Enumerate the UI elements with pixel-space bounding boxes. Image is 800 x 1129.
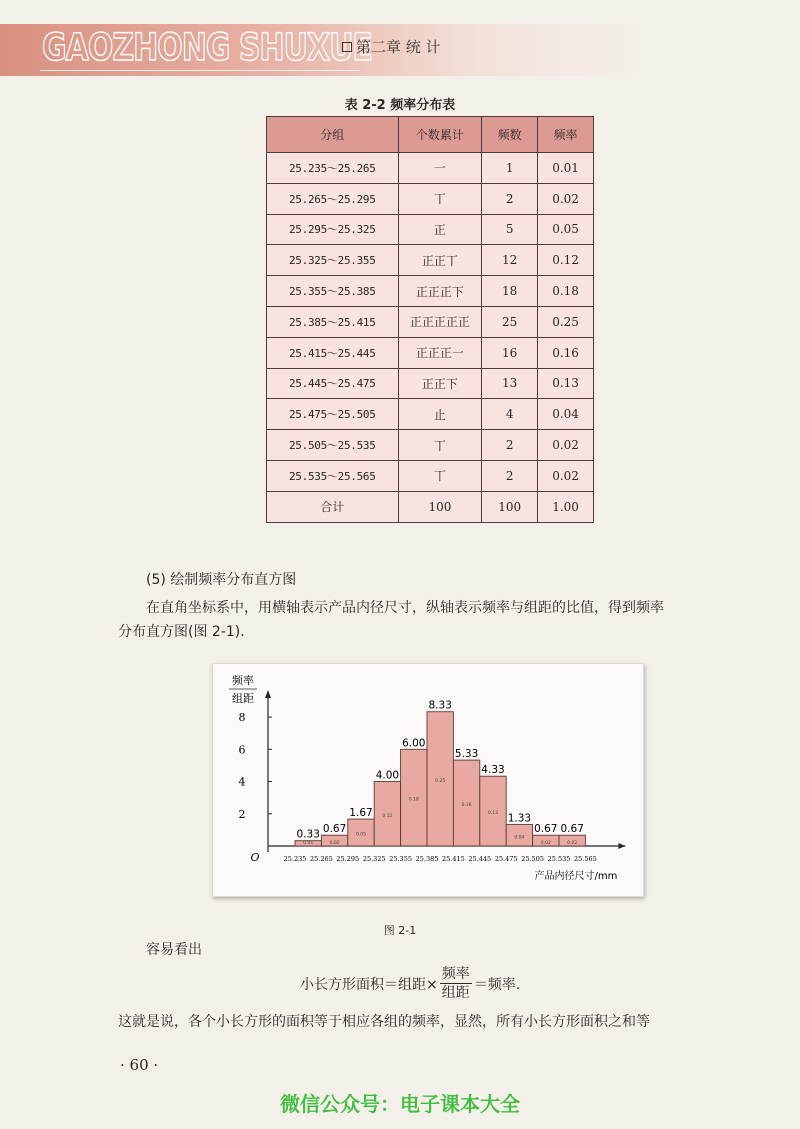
x-axis-label: 产品内径尺寸/mm xyxy=(534,871,618,882)
bar-value-label: 0.67 xyxy=(560,823,584,836)
bar-frequency-label: 0.04 xyxy=(514,835,525,841)
histogram-figure xyxy=(212,663,644,897)
cell-count: 13 xyxy=(482,368,538,399)
cell-count: 5 xyxy=(482,214,538,245)
cell-range: 25.445～25.475 xyxy=(267,368,399,399)
x-tick-label: 25.445 xyxy=(468,855,492,863)
formula-denominator: 组距 xyxy=(441,985,470,1001)
bar-value-label: 8.33 xyxy=(428,699,452,712)
header-frequency: 频率 xyxy=(538,117,594,153)
page-number: · 60 · xyxy=(120,1056,159,1074)
table-row xyxy=(267,214,594,245)
table-row xyxy=(267,368,594,399)
figure-caption: 图 2-1 xyxy=(383,924,417,937)
bar-frequency-label: 0.16 xyxy=(461,803,472,809)
cell-count: 4 xyxy=(482,399,538,430)
y-tick-label: 8 xyxy=(238,711,246,725)
step-heading: (5) 绘制频率分布直方图 xyxy=(146,572,297,588)
table-header-row xyxy=(267,117,594,153)
bar-value-label: 4.00 xyxy=(375,769,400,782)
series-logo: GAOZHONG SHUXUE xyxy=(42,26,372,70)
cell-frequency: 0.13 xyxy=(538,368,594,399)
frequency-table xyxy=(266,116,594,523)
chapter-title-text: 第二章 统 计 xyxy=(356,38,441,56)
total-freq: 1.00 xyxy=(538,491,594,522)
table-row xyxy=(267,337,594,368)
header-tally: 个数累计 xyxy=(398,117,482,153)
cell-count: 16 xyxy=(482,337,538,368)
y-tick-label: 2 xyxy=(238,807,246,821)
x-tick-label: 25.415 xyxy=(442,855,465,863)
origin-label: O xyxy=(250,851,260,864)
cell-frequency: 0.12 xyxy=(538,245,594,276)
cell-range: 25.295～25.325 xyxy=(267,214,399,245)
cell-tally: 正正正一 xyxy=(398,337,482,368)
cell-frequency: 0.18 xyxy=(538,276,594,307)
cell-range: 25.235～25.265 xyxy=(267,153,399,184)
cell-tally: 丅 xyxy=(398,183,482,214)
x-axis-arrow-icon xyxy=(618,843,625,849)
paragraph-2: 这就是说，各个小长方形的面积等于相应各组的频率，显然，所有小长方形面积之和等 xyxy=(118,1014,650,1030)
x-tick-label: 25.355 xyxy=(389,855,412,863)
total-label: 合计 xyxy=(267,491,399,522)
cell-count: 1 xyxy=(482,153,538,184)
cell-range: 25.265～25.295 xyxy=(267,183,399,214)
y-tick-label: 6 xyxy=(238,743,246,757)
cell-range: 25.355～25.385 xyxy=(267,276,399,307)
table-row xyxy=(267,183,594,214)
cell-tally: 正正丅 xyxy=(398,245,482,276)
table-row xyxy=(267,306,594,337)
easy-to-see: 容易看出 xyxy=(146,942,202,958)
bar-frequency-label: 0.12 xyxy=(382,813,393,819)
table-row xyxy=(267,245,594,276)
area-formula xyxy=(300,965,520,1002)
footer-watermark: 微信公众号：电子课本大全 xyxy=(280,1092,520,1116)
bar-frequency-label: 0.02 xyxy=(540,841,551,846)
cell-range: 25.325～25.355 xyxy=(267,245,399,276)
bar-frequency-label: 0.02 xyxy=(329,841,340,846)
bar-value-label: 0.33 xyxy=(296,828,320,841)
bar-frequency-label: 0.05 xyxy=(355,832,367,838)
table-row xyxy=(267,153,594,184)
header-rule xyxy=(40,70,360,71)
x-tick-label: 25.265 xyxy=(310,855,333,863)
cell-range: 25.475～25.505 xyxy=(267,399,399,430)
chapter-title xyxy=(342,36,441,57)
y-axis-label-numerator: 频率 xyxy=(232,674,254,687)
y-tick-label: 4 xyxy=(238,775,246,789)
histogram-chart xyxy=(213,664,643,896)
bar-value-label: 1.67 xyxy=(349,807,373,820)
table-title: 表 2-2 频率分布表 xyxy=(344,98,456,113)
cell-tally: 丅 xyxy=(398,460,482,491)
header-group: 分组 xyxy=(267,117,399,153)
header-count: 频数 xyxy=(482,117,538,153)
cell-frequency: 0.04 xyxy=(538,399,594,430)
bar-value-label: 5.33 xyxy=(454,748,479,761)
total-count: 100 xyxy=(482,491,538,522)
cell-range: 25.385～25.415 xyxy=(267,306,399,337)
table-row xyxy=(267,460,594,491)
formula-left: 小长方形面积＝组距× xyxy=(300,976,438,993)
bar-value-label: 0.67 xyxy=(322,823,347,836)
x-tick-label: 25.535 xyxy=(547,855,571,863)
formula-right: ＝频率. xyxy=(473,976,521,993)
table-row xyxy=(267,430,594,461)
y-axis-arrow-icon xyxy=(265,690,271,698)
cell-tally: 正 xyxy=(398,214,482,245)
bar-frequency-label: 0.18 xyxy=(408,797,419,803)
x-tick-label: 25.505 xyxy=(521,855,544,863)
cell-tally: 一 xyxy=(398,153,482,184)
cell-tally: 丅 xyxy=(398,430,482,461)
cell-frequency: 0.25 xyxy=(538,306,594,337)
cell-range: 25.415～25.445 xyxy=(267,337,399,368)
cell-count: 2 xyxy=(482,183,538,214)
bar-frequency-label: 0.25 xyxy=(435,778,446,784)
formula-numerator: 频率 xyxy=(441,966,470,982)
table-row xyxy=(267,399,594,430)
cell-range: 25.505～25.535 xyxy=(267,430,399,461)
cell-frequency: 0.02 xyxy=(538,183,594,214)
cell-count: 18 xyxy=(482,276,538,307)
formula-fraction xyxy=(440,965,472,1002)
table-row xyxy=(267,276,594,307)
x-tick-label: 25.235 xyxy=(283,855,307,863)
x-tick-label: 25.385 xyxy=(415,855,439,863)
bar-frequency-label: 0.13 xyxy=(487,811,499,817)
bar-value-label: 6.00 xyxy=(402,737,426,750)
cell-count: 2 xyxy=(482,430,538,461)
table-total-row xyxy=(267,491,594,522)
cell-frequency: 0.01 xyxy=(538,153,594,184)
cell-frequency: 0.05 xyxy=(538,214,594,245)
bar-frequency-label: 0.01 xyxy=(303,841,314,846)
bar-frequency-label: 0.02 xyxy=(567,841,578,846)
bar-value-label: 0.67 xyxy=(534,823,558,836)
bar-value-label: 4.33 xyxy=(481,764,505,777)
x-tick-label: 25.565 xyxy=(574,855,597,863)
bar-value-label: 1.33 xyxy=(507,812,532,825)
x-tick-label: 25.325 xyxy=(362,855,386,863)
paragraph-line-2: 分布直方图(图 2-1). xyxy=(118,624,245,640)
cell-frequency: 0.02 xyxy=(538,460,594,491)
cell-count: 2 xyxy=(482,460,538,491)
total-tally: 100 xyxy=(398,491,482,522)
cell-frequency: 0.02 xyxy=(538,430,594,461)
cell-frequency: 0.16 xyxy=(538,337,594,368)
cell-count: 25 xyxy=(482,306,538,337)
x-tick-label: 25.295 xyxy=(336,855,360,863)
cell-tally: 正正正正正 xyxy=(398,306,482,337)
cell-tally: 正正下 xyxy=(398,368,482,399)
y-axis-label-denominator: 组距 xyxy=(232,692,254,705)
paragraph-line-1: 在直角坐标系中，用横轴表示产品内径尺寸，纵轴表示频率与组距的比值，得到频率 xyxy=(146,600,664,616)
square-bullet-icon xyxy=(342,42,352,52)
cell-tally: 止 xyxy=(398,399,482,430)
cell-tally: 正正正下 xyxy=(398,276,482,307)
cell-count: 12 xyxy=(482,245,538,276)
x-tick-label: 25.475 xyxy=(494,855,518,863)
cell-range: 25.535～25.565 xyxy=(267,460,399,491)
